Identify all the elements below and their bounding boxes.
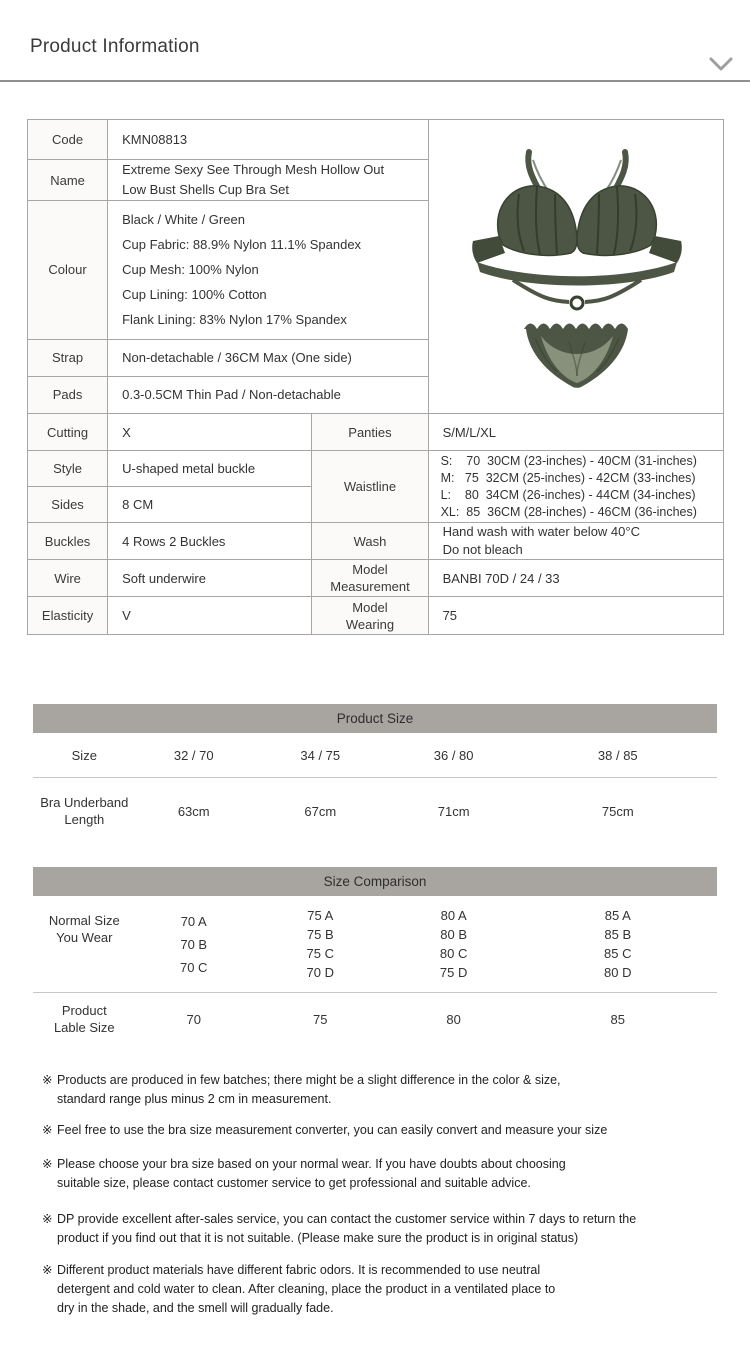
note-converter [42, 1121, 720, 1140]
note-batches [42, 1071, 720, 1109]
spec-value-buckles: 4 Rows 2 Buckles [108, 523, 312, 560]
note-marker: ※ [42, 1123, 53, 1137]
label-size-row-label [33, 1002, 136, 1036]
size-row-label: Size [71, 747, 97, 763]
note-marker: ※ [42, 1263, 53, 1277]
spec-row-code [28, 120, 724, 160]
spec-label-buckles: Buckles [28, 523, 108, 560]
colour-line: Flank Lining: 83% Nylon 17% Spandex [122, 312, 347, 328]
product-size-header: Product Size [33, 704, 717, 733]
product-size-row-underband [33, 778, 717, 844]
spec-row-buckles [28, 523, 724, 560]
size-comparison-header: Size Comparison [33, 867, 717, 896]
size-value: 36 / 80 [433, 747, 474, 763]
spec-label-style: Style [28, 451, 108, 487]
spec-label-colour: Colour [28, 201, 108, 339]
label-size-value: 80 [446, 1011, 461, 1027]
note-marker: ※ [42, 1157, 53, 1171]
spec-label-model-wearing [312, 597, 428, 635]
spec-row-style [28, 451, 724, 487]
note-line: Products are produced in few batches; there might be a slight difference in the color & size, [57, 1073, 561, 1087]
spec-value-sides: 8 CM [108, 487, 312, 523]
spec-value-wire: Soft underwire [108, 560, 312, 597]
colour-line: Black / White / Green [122, 212, 245, 228]
normal-row-label [33, 896, 136, 946]
waistline-line: M: 75 32CM (25-inches) - 42CM (33-inches) [440, 470, 696, 485]
label-line: Normal Size [48, 913, 120, 928]
normal-size-column [519, 906, 717, 982]
label-line: You Wear [56, 930, 113, 945]
underband-value: 75cm [601, 803, 634, 819]
product-size-row-size [33, 733, 717, 777]
spec-label-wash: Wash [312, 523, 428, 560]
page-header [0, 0, 750, 80]
underband-row-label [33, 794, 136, 828]
normal-size-column [252, 906, 389, 982]
product-image-cell [428, 120, 723, 414]
colour-line: Cup Fabric: 88.9% Nylon 11.1% Spandex [122, 237, 362, 253]
spec-value-pads: 0.3-0.5CM Thin Pad / Non-detachable [108, 376, 428, 413]
chevron-down-icon[interactable] [708, 56, 734, 73]
label-line: Lable Size [53, 1020, 115, 1035]
spec-value-cutting: X [108, 414, 312, 451]
colour-line: Cup Mesh: 100% Nylon [122, 262, 259, 278]
spec-label-elasticity: Elasticity [28, 597, 108, 635]
note-choose-size [42, 1155, 720, 1193]
spec-value-elasticity: V [108, 597, 312, 635]
underband-value: 67cm [304, 803, 337, 819]
spec-label-pads: Pads [28, 376, 108, 413]
size-option: 80 A [440, 908, 467, 923]
size-value: 38 / 85 [597, 747, 638, 763]
name-line: Low Bust Shells Cup Bra Set [122, 182, 290, 198]
spec-value-strap: Non-detachable / 36CM Max (One side) [108, 339, 428, 376]
size-option: 75 C [306, 946, 334, 961]
normal-size-column [389, 906, 519, 982]
name-line: Extreme Sexy See Through Mesh Hollow Out [122, 162, 385, 178]
note-line: suitable size, please contact customer service to get professional and suitable advice. [57, 1176, 531, 1190]
waistline-line: L: 80 34CM (26-inches) - 44CM (34-inches) [440, 487, 696, 502]
spec-value-waistline [428, 451, 723, 523]
page-title: Product Information [30, 36, 200, 57]
header-divider [0, 80, 750, 82]
size-option: 80 D [604, 965, 632, 980]
spec-value-wash [428, 523, 723, 560]
label-line: Wearing [345, 616, 395, 632]
note-line: detergent and cold water to clean. After cleaning, place the product in a ventilated place to [57, 1282, 556, 1296]
size-option: 85 C [604, 946, 632, 961]
size-option: 75 D [439, 965, 468, 980]
size-option: 70 A [180, 913, 207, 929]
label-line: Model [352, 599, 388, 615]
spec-row-elasticity [28, 597, 724, 635]
spec-value-model-measurement: BANBI 70D / 24 / 33 [428, 560, 723, 597]
size-option: 75 B [306, 927, 334, 942]
spec-label-wire: Wire [28, 560, 108, 597]
spec-row-wire [28, 560, 724, 597]
note-line: Feel free to use the bra size measurement converter, you can easily convert and measure your size [57, 1123, 608, 1137]
spec-label-cutting: Cutting [28, 414, 108, 451]
waistline-line: XL: 85 36CM (28-inches) - 46CM (36-inches) [440, 504, 697, 519]
waistline-line: S: 70 30CM (23-inches) - 40CM (31-inches) [440, 453, 697, 468]
note-line: DP provide excellent after-sales service, you can contact the customer service within 7 days to return the [57, 1212, 637, 1226]
size-option: 70 D [306, 965, 334, 980]
wash-line: Do not bleach [442, 542, 523, 557]
spec-value-colour [108, 201, 428, 339]
size-option: 70 B [180, 936, 208, 952]
note-line: dry in the shade, and the smell will gradually fade. [57, 1301, 334, 1315]
note-marker: ※ [42, 1073, 53, 1087]
spec-label-name: Name [28, 160, 108, 201]
product-image [429, 120, 724, 410]
note-line: Different product materials have different fabric odors. It is recommended to use neutral [57, 1263, 541, 1277]
size-option: 80 B [440, 927, 467, 942]
normal-size-column [136, 910, 252, 979]
product-size-section [0, 704, 750, 844]
note-line: Please choose your bra size based on your normal wear. If you have doubts about choosing [57, 1157, 566, 1171]
spec-value-panties: S/M/L/XL [428, 414, 723, 451]
size-option: 85 A [604, 908, 631, 923]
spec-value-style: U-shaped metal buckle [108, 451, 312, 487]
note-marker: ※ [42, 1212, 53, 1226]
spec-label-panties: Panties [312, 414, 428, 451]
note-line: standard range plus minus 2 cm in measurement. [57, 1092, 332, 1106]
size-option: 85 B [604, 927, 632, 942]
label-size-value: 70 [186, 1011, 201, 1027]
spec-table [27, 119, 724, 635]
label-line: Length [64, 812, 105, 827]
size-value: 32 / 70 [173, 747, 214, 763]
spec-label-waistline: Waistline [312, 451, 428, 523]
wash-line: Hand wash with water below 40°C [442, 524, 640, 539]
size-comparison-row-label-size [33, 993, 717, 1045]
spec-label-model-measurement [312, 560, 428, 597]
notes-section [42, 1071, 720, 1318]
colour-line: Cup Lining: 100% Cotton [122, 287, 267, 303]
underband-value: 71cm [437, 803, 470, 819]
spec-label-strap: Strap [28, 339, 108, 376]
spec-row-cutting [28, 414, 724, 451]
label-line: Model [352, 562, 388, 577]
size-option: 80 C [439, 946, 468, 961]
size-comparison-row-normal [33, 896, 717, 992]
size-option: 75 A [307, 908, 334, 923]
note-after-sales [42, 1210, 720, 1248]
label-line: Measurement [330, 579, 410, 594]
underband-value: 63cm [177, 803, 210, 819]
size-option: 70 C [179, 959, 208, 975]
spec-value-code: KMN08813 [108, 120, 428, 160]
label-size-value: 75 [313, 1011, 328, 1027]
spec-value-model-wearing: 75 [428, 597, 723, 635]
label-size-value: 85 [610, 1011, 626, 1027]
size-comparison-section [0, 867, 750, 1045]
spec-label-sides: Sides [28, 487, 108, 523]
note-fabric-odor [42, 1261, 720, 1318]
spec-value-name [108, 160, 428, 201]
note-line: product if you find out that it is not suitable. (Please make sure the product is in original status) [57, 1231, 579, 1245]
size-value: 34 / 75 [300, 747, 341, 763]
label-line: Bra Underband [40, 795, 129, 810]
spec-label-code: Code [28, 120, 108, 160]
label-line: Product [61, 1003, 107, 1018]
